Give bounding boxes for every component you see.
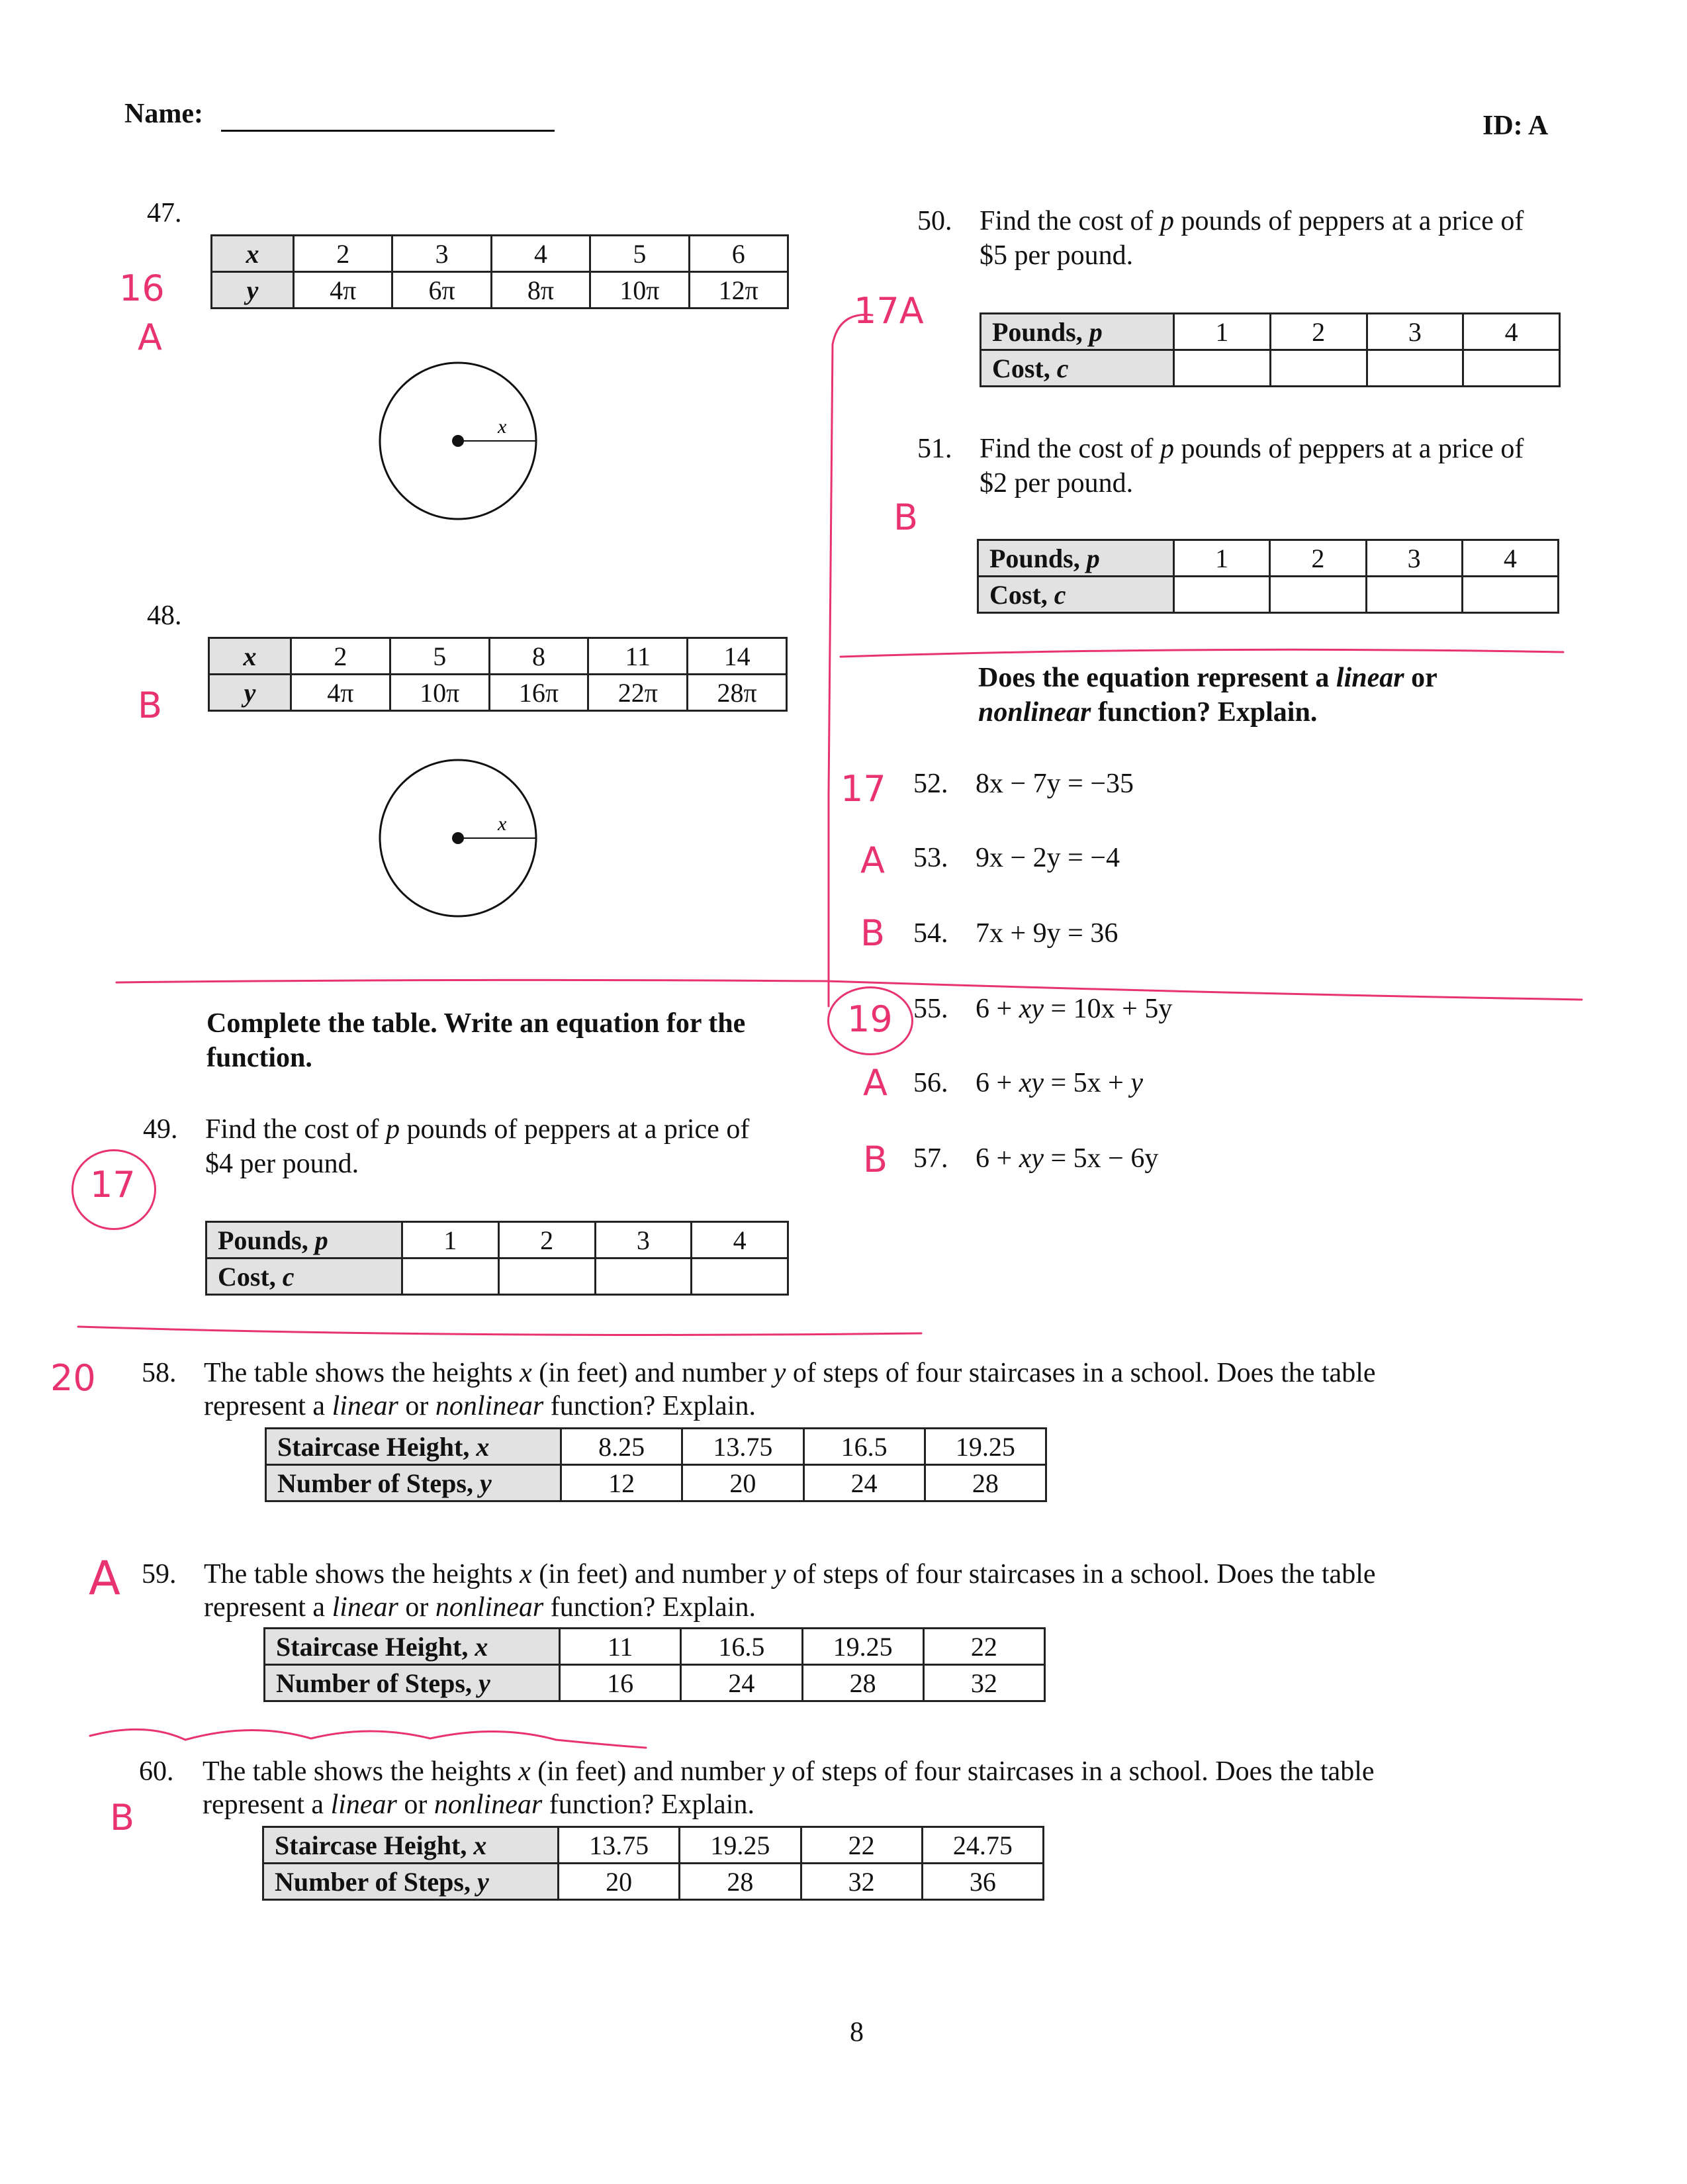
q55-equation: 6 + xy = 10x + 5y (976, 994, 1173, 1024)
q47-mark-grade: A (138, 316, 162, 358)
table-cell: 12 (561, 1465, 682, 1501)
q48-radius-label: x (498, 813, 507, 835)
page-number: 8 (850, 2017, 864, 2048)
row-label: y (209, 675, 291, 711)
q57-equation: 6 + xy = 5x − 6y (976, 1143, 1159, 1174)
table-cell: 3 (1367, 314, 1463, 350)
table-cell: 4 (692, 1222, 788, 1258)
q54-number: 54. (913, 918, 948, 949)
section-complete-line2: function. (206, 1043, 312, 1073)
q56-number: 56. (913, 1068, 948, 1098)
table-cell: 6 (689, 236, 788, 272)
pen-bracket-right (829, 314, 872, 1006)
table-cell: 22 (801, 1827, 922, 1864)
table-cell: 13.75 (559, 1827, 680, 1864)
table-cell: 4 (491, 236, 590, 272)
id-label: ID: A (1482, 111, 1549, 141)
q59-mark-grade: A (89, 1551, 120, 1605)
q57-number: 57. (913, 1143, 948, 1174)
q54-equation: 7x + 9y = 36 (976, 918, 1118, 949)
table-cell: 28 (680, 1864, 801, 1900)
table-cell: 13.75 (682, 1429, 803, 1465)
table-cell: 22π (588, 675, 688, 711)
table-cell: 28 (802, 1665, 923, 1701)
row-label: x (209, 638, 291, 675)
table-cell: 16 (560, 1665, 681, 1701)
q58-text-line2: represent a linear or nonlinear function? Explain. (204, 1391, 756, 1421)
q51-text-line2: $2 per pound. (980, 468, 1134, 499)
q48-number: 48. (147, 600, 182, 631)
table-cell: 36 (922, 1864, 1043, 1900)
table-cell: 11 (588, 638, 688, 675)
table-cell: 12π (689, 272, 788, 309)
row-label: Cost, c (981, 350, 1174, 387)
q53-number: 53. (913, 843, 948, 873)
table-cell: 11 (560, 1629, 681, 1665)
q49-mark-score: 17 (90, 1164, 136, 1206)
q56-equation: 6 + xy = 5x + y (976, 1068, 1144, 1098)
q58-mark-score: 20 (50, 1357, 96, 1399)
q50-number: 50. (917, 206, 952, 236)
table-cell: 8.25 (561, 1429, 682, 1465)
q52-mark-score: 17 (841, 768, 886, 810)
table-cell: 10π (590, 272, 689, 309)
table-cell: 14 (688, 638, 787, 675)
table-cell: 3 (595, 1222, 692, 1258)
row-label: Number of Steps, y (265, 1665, 560, 1701)
q57-mark-grade: B (863, 1139, 888, 1180)
row-label: Cost, c (206, 1258, 402, 1295)
q60-number: 60. (139, 1756, 174, 1787)
pen-divider-wavy (90, 1729, 646, 1748)
q50-mark-score: 17A (854, 290, 924, 332)
q60-mark-grade: B (110, 1797, 135, 1838)
row-label: Pounds, p (978, 540, 1174, 577)
table-cell: 4π (294, 272, 392, 309)
table-cell: 24 (803, 1465, 925, 1501)
table-cell: 32 (801, 1864, 922, 1900)
row-label: Number of Steps, y (266, 1465, 561, 1501)
pen-divider-right-upper (841, 649, 1563, 657)
table-cell: 1 (402, 1222, 499, 1258)
q58-number: 58. (142, 1358, 177, 1388)
q53-equation: 9x − 2y = −4 (976, 843, 1120, 873)
row-label: x (212, 236, 294, 272)
q59-text-line1: The table shows the heights x (in feet) and number y of steps of four staircases in a school. Does the table (204, 1559, 1376, 1590)
q50-text-line2: $5 per pound. (980, 240, 1134, 271)
table-cell: 10π (390, 675, 489, 711)
table-cell: 2 (498, 1222, 595, 1258)
section-complete-line1: Complete the table. Write an equation for the (206, 1008, 746, 1039)
name-label: Name: (124, 99, 203, 129)
table-cell: 22 (923, 1629, 1044, 1665)
table-cell: 3 (392, 236, 491, 272)
q52-number: 52. (913, 769, 948, 799)
table-cell: 16.5 (681, 1629, 802, 1665)
q59-text-line2: represent a linear or nonlinear function? Explain. (204, 1592, 756, 1623)
q51-number: 51. (917, 434, 952, 464)
table-cell: 5 (590, 236, 689, 272)
row-label: Pounds, p (206, 1222, 402, 1258)
table-cell: 8 (489, 638, 588, 675)
q51-text-line1: Find the cost of p pounds of peppers at a price of (980, 434, 1524, 464)
q56-mark-grade: A (863, 1062, 888, 1104)
table-cell: 32 (923, 1665, 1044, 1701)
q58-text-line1: The table shows the heights x (in feet) and number y of steps of four staircases in a school. Does the table (204, 1358, 1376, 1388)
table-cell: 1 (1174, 314, 1271, 350)
q59-number: 59. (142, 1559, 177, 1590)
table-cell: 1 (1174, 540, 1270, 577)
table-cell: 19.25 (802, 1629, 923, 1665)
section-linear-line2: nonlinear function? Explain. (978, 697, 1318, 728)
q60-text-line1: The table shows the heights x (in feet) and number y of steps of four staircases in a school. Does the table (203, 1756, 1375, 1787)
q49-text-line1: Find the cost of p pounds of peppers at a price of (205, 1114, 750, 1145)
table-cell: 6π (392, 272, 491, 309)
q49-text-line2: $4 per pound. (205, 1149, 359, 1179)
row-label: y (212, 272, 294, 309)
table-cell: 19.25 (925, 1429, 1046, 1465)
table-cell: 2 (294, 236, 392, 272)
row-label: Cost, c (978, 577, 1174, 613)
table-cell: 16π (489, 675, 588, 711)
table-cell: 16.5 (803, 1429, 925, 1465)
q47-number: 47. (147, 198, 182, 228)
table-cell: 3 (1366, 540, 1462, 577)
q49-number: 49. (143, 1114, 178, 1145)
q51-mark-grade: B (893, 497, 919, 538)
table-cell: 24.75 (922, 1827, 1043, 1864)
table-cell: 8π (491, 272, 590, 309)
table-cell: 4 (1463, 314, 1560, 350)
table-cell: 2 (1270, 540, 1366, 577)
table-cell: 4 (1462, 540, 1558, 577)
q47-radius-label: x (498, 416, 507, 438)
table-cell: 19.25 (680, 1827, 801, 1864)
pen-divider-lower (78, 1327, 921, 1335)
row-label: Number of Steps, y (263, 1864, 559, 1900)
table-cell: 28π (688, 675, 787, 711)
table-cell: 2 (291, 638, 390, 675)
q54-mark-grade: B (860, 912, 886, 954)
table-cell: 20 (559, 1864, 680, 1900)
section-linear-line1: Does the equation represent a linear or (978, 663, 1437, 693)
q55-number: 55. (913, 994, 948, 1024)
q53-mark-grade: A (860, 839, 885, 881)
row-label: Pounds, p (981, 314, 1174, 350)
table-cell: 2 (1270, 314, 1367, 350)
table-cell: 28 (925, 1465, 1046, 1501)
table-cell: 24 (681, 1665, 802, 1701)
table-cell: 4π (291, 675, 390, 711)
table-cell: 20 (682, 1465, 803, 1501)
q55-mark-score: 19 (847, 998, 893, 1040)
row-label: Staircase Height, x (263, 1827, 559, 1864)
q48-mark-grade: B (138, 685, 163, 726)
q52-equation: 8x − 7y = −35 (976, 769, 1134, 799)
table-cell: 5 (390, 638, 489, 675)
q47-mark-score: 16 (119, 267, 165, 309)
q60-text-line2: represent a linear or nonlinear function? Explain. (203, 1789, 754, 1820)
row-label: Staircase Height, x (265, 1629, 560, 1665)
row-label: Staircase Height, x (266, 1429, 561, 1465)
q50-text-line1: Find the cost of p pounds of peppers at a price of (980, 206, 1524, 236)
